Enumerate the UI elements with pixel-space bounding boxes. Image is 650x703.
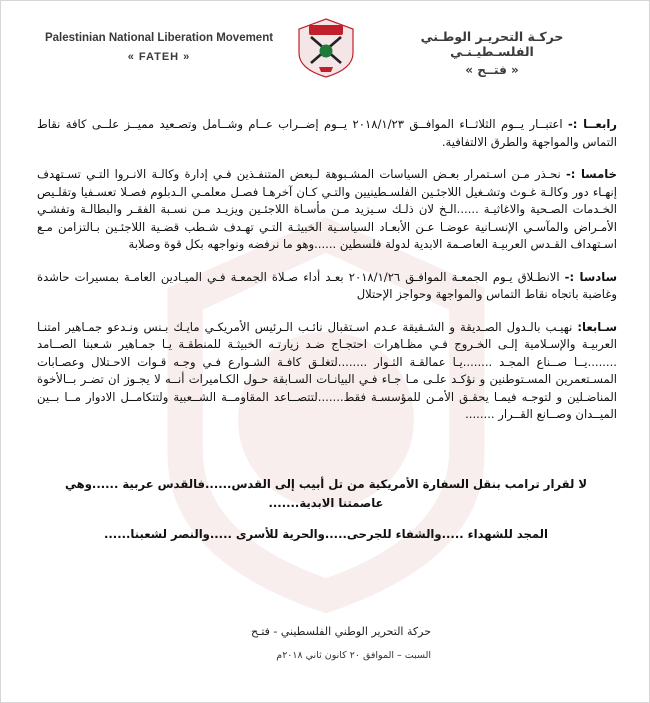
paragraph-text: نهيـب بالـدول الصـديقة و الشـقيقة عـدم اسـتقبال نائـب الـرئيس الأمريكـي مايـك بـنس ونـدعو جمـاهير امتنـا العربيـة والإسـلامية إلـى الخـروج فـي مظـاهرات احتجـاج ضـد زيارتـه الخبيثـة للمنطقـة يـا جمـاهير شـعبنا الصــامد ........يــا صــناع المجـد ........يـا عمالقـة الثـوار ........لتغلـق كافـة الشـوارع فـي وجـه قـوات الاحـتلال وعصـابات المسـتعمرين المسـتوطنين و نؤكـد علـى مـا جـاء فـي البيانـات السـابقة حـول الكـاميرات أنــه لا يجـوز ان تضـر بــالأخوة المناضـلين و لتوجـه فيمـا يحقـق الأمـن للمؤسسـة فقط.......لتتصــاعد المقاومــة الشــعبية ولتتكامــل الادوار مــا بــين الميــدان وصــانع القــرار ........	[37, 319, 617, 421]
org-short-arabic: « فتــح »	[465, 63, 519, 77]
letterhead-english	[39, 32, 279, 63]
signature-name: حركة التحرير الوطني الفلسطيني - فتـح	[251, 625, 431, 638]
fatah-emblem-icon	[291, 17, 361, 79]
org-name-arabic: حركـة التحريـر الوطـني الفلسـطيـنـي	[420, 29, 564, 59]
signature-block	[251, 625, 431, 661]
statement-body	[37, 116, 617, 439]
paragraph-fourth	[37, 116, 617, 151]
paragraph-text: نحـذر مـن اسـتمرار بعـض السياسات المشـبوهة لـبعض المتنفـذين فـي إدارة وكالـة الانـروا التـي تسـتهدف إنهـاء دور وكالـة غـوث وتشـغيل اللاجئـين الفلسـطينيين والتـي كـان آخرهـا فصـل معلمـي الـدبلوم فصـلا تعسـفيا وتقلـيص الخـدمات الصـحية والاغاثيـة ......الـخ لان ذلـك سـيزيد مـن مأسـاة اللاجئـين ويزيـد مـن نسـبة الفقـر والبطالـة وتفشـي الأمـراض والمآسـي الإنسـانية عوضـا عـن الأبعـاد السياسـية الخبيثـة التـي تهـدف شـطب قضـية اللاجئـين بـالتزامن مـع اسـتهداف القـدس العربيـة العاصـمة الابدية لدولة فلسطين ......وهو ما نرفضه ونواجهه بكل قوة وصلابة	[37, 167, 617, 251]
paragraph-text: اعتبــار يــوم الثلاثــاء الموافــق ٢٠١٨/١/٢٣ يــوم إضــراب عــام وشــامل وتصـعيد مميــز علــى كافة نقاط التماس والمواجهة والطرق الالتفافية.	[37, 117, 617, 149]
paragraph-text: الانطـلاق يـوم الجمعـة الموافـق ٢٠١٨/١/٢٦ بعـد أداء صـلاة الجمعـة فـي الميـادين العامـة بمسيرات حاشدة وغاضبة باتجاه نقاط التماس والمواجهة وحواجز الإحتلال	[37, 269, 617, 301]
paragraph-heading: سـابعا:	[577, 319, 617, 334]
paragraph-seventh	[37, 319, 617, 424]
org-short-english: « FATEH »	[127, 51, 191, 63]
paragraph-heading: خامسا :-	[565, 167, 617, 181]
closing-slogans	[61, 475, 591, 556]
letterhead	[1, 1, 650, 81]
letterhead-arabic	[377, 29, 607, 77]
org-name-english: Palestinian National Liberation Movement	[44, 32, 274, 44]
paragraph-heading: سادسا :-	[564, 269, 617, 284]
signature-date: السبت – الموافق ٢٠ كانون ثاني ٢٠١٨م	[276, 650, 431, 661]
slogan-martyrs: المجد للشهداء .....والشفاء للجرحى.....والحرية للأسرى .....والنصر لشعبنا......	[104, 527, 548, 541]
slogan-jerusalem: لا لقرار ترامب بنقل السفارة الأمريكية من تل أبيب إلى القدس......فالقدس عربية ......وهي عاصمتنا الابدية.......	[64, 477, 588, 510]
paragraph-fifth	[37, 166, 617, 254]
paragraph-heading: رابعــا :-	[567, 117, 617, 131]
paragraph-sixth	[37, 269, 617, 304]
